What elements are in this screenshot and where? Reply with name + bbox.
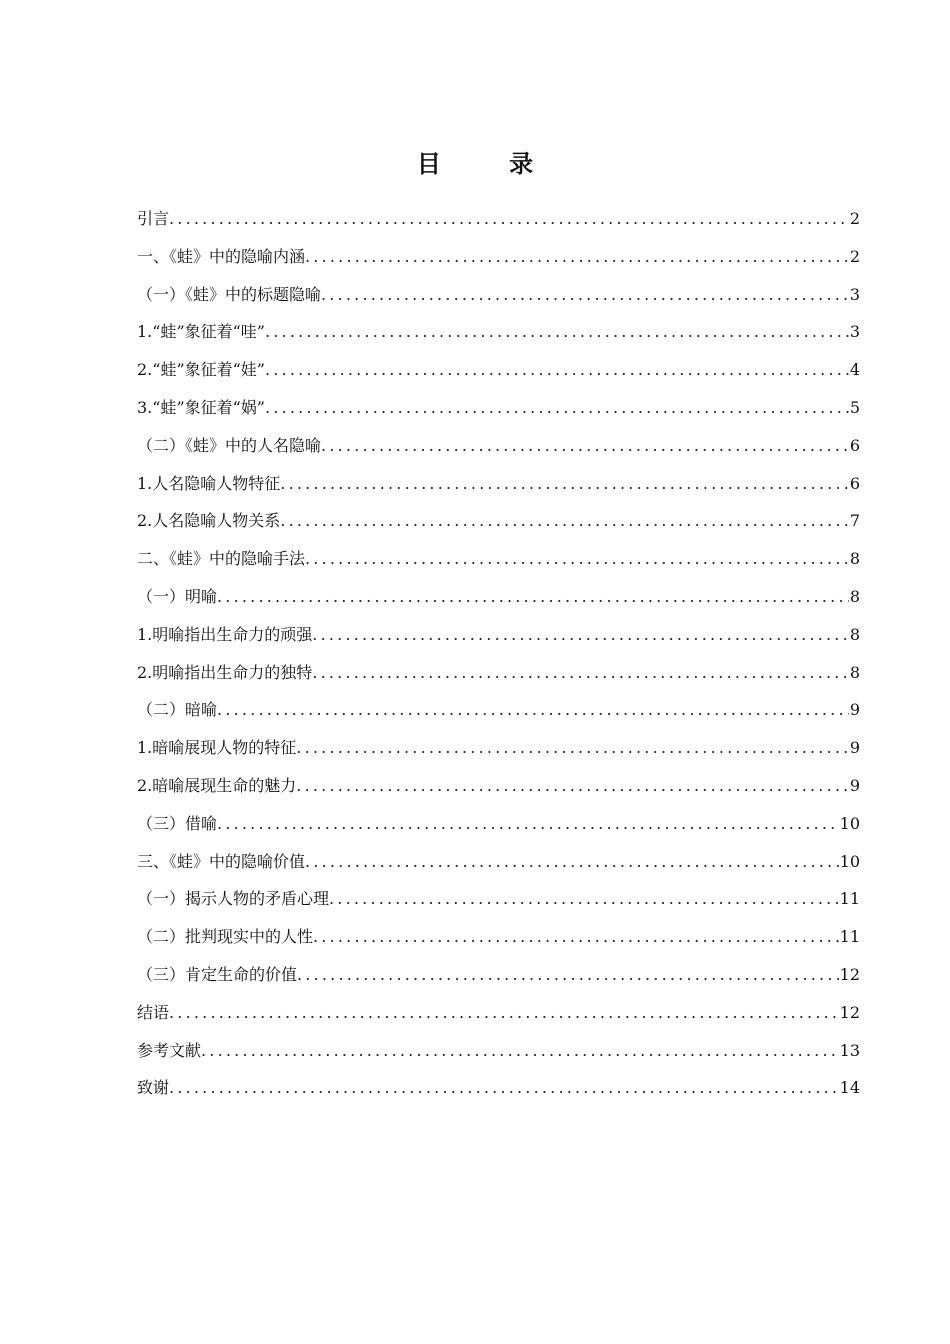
toc-page-number: 11 xyxy=(839,889,860,909)
toc-entry[interactable] xyxy=(137,1032,860,1070)
toc-leader-dots xyxy=(305,238,849,276)
toc-entry[interactable] xyxy=(137,729,860,767)
toc-entry[interactable] xyxy=(137,389,860,427)
toc-page-number: 12 xyxy=(839,964,860,984)
toc-page-number: 13 xyxy=(839,1040,860,1060)
toc-page-number: 12 xyxy=(839,1002,860,1022)
toc-page-number: 6 xyxy=(849,473,860,493)
toc-leader-dots xyxy=(280,502,849,540)
toc-page-number: 14 xyxy=(839,1078,860,1098)
toc-entry-text: 1.人名隐喻人物特征 xyxy=(137,473,281,493)
toc-leader-dots xyxy=(297,956,839,994)
toc-leader-dots xyxy=(217,805,839,843)
toc-page-number: 9 xyxy=(849,700,860,720)
toc-entry[interactable] xyxy=(137,427,860,465)
toc-entry[interactable] xyxy=(137,351,860,389)
toc-entry-text: 1.暗喻展现人物的特征 xyxy=(137,738,297,758)
toc-page-number: 8 xyxy=(849,624,860,644)
toc-page-number: 9 xyxy=(849,775,860,795)
toc-entry-text: 引言 xyxy=(137,209,170,228)
toc-entry-text: 2.暗喻展现生命的魅力 xyxy=(137,775,297,795)
toc-entry[interactable] xyxy=(137,502,860,540)
toc-entry-text: 2.“蛙”象征着“娃” xyxy=(137,360,265,380)
toc-leader-dots xyxy=(305,540,849,578)
toc-page-number: 6 xyxy=(849,435,860,455)
toc-page-number: 3 xyxy=(849,284,860,304)
toc-entry-text: 一、《蛙》中的隐喻内涵 xyxy=(137,246,306,266)
toc-page-number: 4 xyxy=(849,360,860,380)
toc-title: 目 录 xyxy=(416,150,564,178)
toc-entry[interactable] xyxy=(137,276,860,314)
toc-leader-dots xyxy=(265,351,849,389)
toc-page-number: 8 xyxy=(849,586,860,606)
toc-entry-text: 二、《蛙》中的隐喻手法 xyxy=(137,549,306,569)
toc-leader-dots xyxy=(312,616,849,654)
toc-page-number: 3 xyxy=(849,322,860,342)
toc-entry-text: 2.人名隐喻人物关系 xyxy=(137,511,281,531)
toc-leader-dots xyxy=(321,427,849,465)
toc-entry[interactable] xyxy=(137,918,860,956)
toc-entry-text: 致谢 xyxy=(137,1078,170,1098)
toc-entry-text: （三）借喻 xyxy=(137,813,218,833)
toc-leader-dots xyxy=(305,843,839,881)
toc-entry-text: （二）暗喻 xyxy=(137,700,218,720)
toc-entry-text: 3.“蛙”象征着“娲” xyxy=(137,397,265,417)
toc-entry[interactable] xyxy=(137,313,860,351)
toc-entry[interactable] xyxy=(137,654,860,692)
toc-leader-dots xyxy=(321,276,849,314)
toc-entry[interactable] xyxy=(137,465,860,503)
toc-entry-text: 三、《蛙》中的隐喻价值 xyxy=(137,851,306,871)
toc-entry[interactable] xyxy=(137,540,860,578)
toc-entry[interactable] xyxy=(137,843,860,881)
toc-entry[interactable] xyxy=(137,691,860,729)
toc-entry[interactable] xyxy=(137,616,860,654)
toc-page-number: 10 xyxy=(839,813,860,833)
toc-entry-text: （一）明喻 xyxy=(137,586,218,606)
toc-leader-dots xyxy=(217,578,849,616)
toc-leader-dots xyxy=(169,200,849,238)
toc-page-number: 8 xyxy=(849,549,860,569)
toc-entry-text: 1.“蛙”象征着“哇” xyxy=(137,322,265,342)
toc-entry[interactable] xyxy=(137,805,860,843)
toc-page-number: 5 xyxy=(849,397,860,417)
toc-page-number: 7 xyxy=(849,511,860,531)
toc-leader-dots xyxy=(296,767,849,805)
toc-leader-dots xyxy=(313,918,839,956)
toc-entry-text: （一）揭示人物的矛盾心理 xyxy=(137,889,330,909)
toc-entry-text: （二）批判现实中的人性 xyxy=(137,927,314,947)
toc-entry[interactable] xyxy=(137,1069,860,1107)
toc-page-number: 2 xyxy=(849,209,860,228)
toc-entry-text: 结语 xyxy=(137,1002,170,1022)
toc-page-number: 11 xyxy=(839,927,860,947)
toc-leader-dots xyxy=(280,465,849,503)
toc-leader-dots xyxy=(265,313,849,351)
toc-leader-dots xyxy=(169,1069,839,1107)
toc-entry[interactable] xyxy=(137,767,860,805)
toc-entry-text: （二）《蛙》中的人名隐喻 xyxy=(137,435,322,455)
toc-page-number: 8 xyxy=(849,662,860,682)
toc-leader-dots xyxy=(201,1032,839,1070)
toc-entry-text: （三）肯定生命的价值 xyxy=(137,964,298,984)
toc-entry-text: 2.明喻指出生命力的独特 xyxy=(137,662,313,682)
toc-page-number: 2 xyxy=(849,246,860,266)
toc-leader-dots xyxy=(296,729,849,767)
toc-list xyxy=(137,200,860,1107)
toc-leader-dots xyxy=(329,880,839,918)
toc-entry-text: （一）《蛙》中的标题隐喻 xyxy=(137,284,322,304)
toc-entry[interactable] xyxy=(137,880,860,918)
toc-entry[interactable] xyxy=(137,956,860,994)
toc-entry-text: 1.明喻指出生命力的顽强 xyxy=(137,624,313,644)
toc-entry-text: 参考文献 xyxy=(137,1040,202,1060)
toc-leader-dots xyxy=(312,654,849,692)
toc-leader-dots xyxy=(265,389,849,427)
toc-leader-dots xyxy=(169,994,839,1032)
toc-page-number: 10 xyxy=(839,851,860,871)
toc-entry[interactable] xyxy=(137,238,860,276)
toc-entry[interactable] xyxy=(137,578,860,616)
toc-page-number: 9 xyxy=(849,738,860,758)
toc-entry[interactable] xyxy=(137,200,860,238)
toc-leader-dots xyxy=(217,691,849,729)
toc-entry[interactable] xyxy=(137,994,860,1032)
